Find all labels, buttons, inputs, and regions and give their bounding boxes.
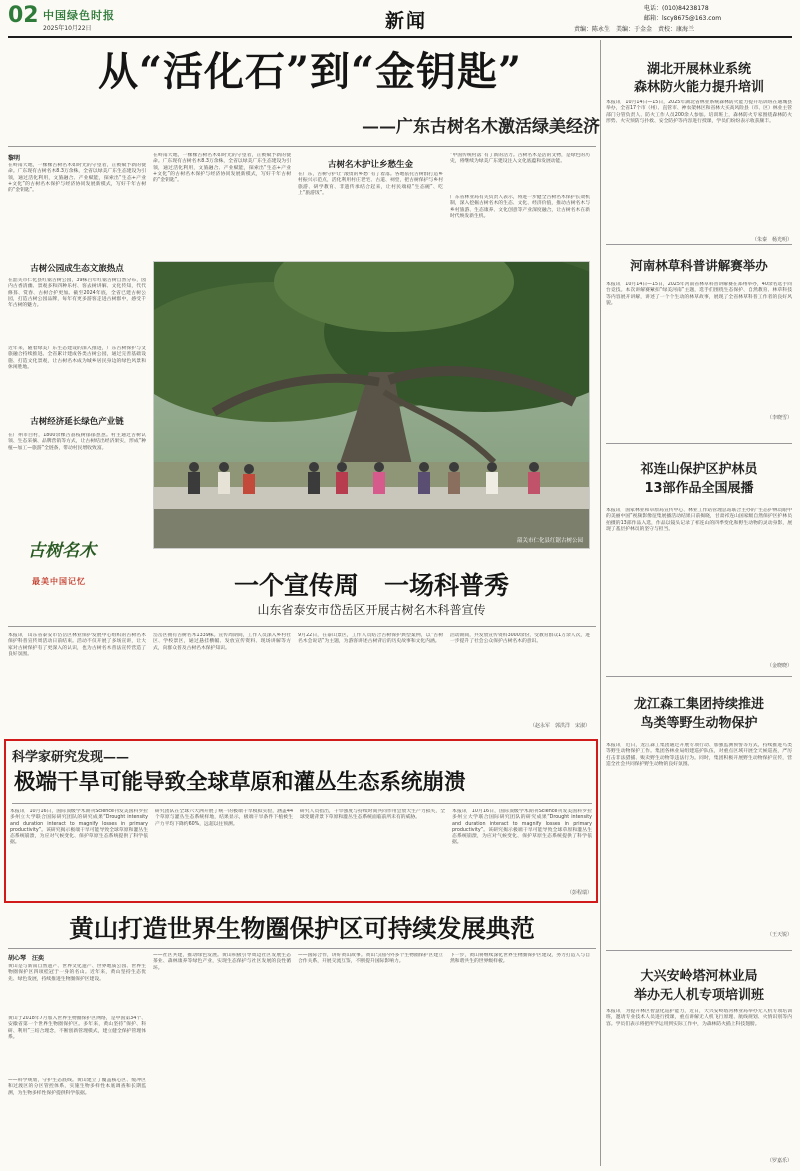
- campaign-paragraph: 9月22日，在泰山景区，工作人员结合古树保护典型案例，以“古树名木会说话”为主题，为游客讲述古树背后的历史故事和文化内涵。: [298, 633, 443, 645]
- campaign-paragraph: 岱岳区拥有古树名木1339株。宣传周期间，工作人员深入乡村社区、学校景区，通过悬挂横幅、发放宣传资料、现场讲解等方式，向群众普及古树名木保护知识。: [153, 633, 291, 651]
- editor-credits: 责编：陈永生 美编：于金金 责校：康海兰: [574, 26, 695, 33]
- lead-paragraph: 在韶关市仁化县红锯古树公园，39株百年红锯古树自然分布，园内古香清幽、景观多和四种乐村、客去树讲解、文化传知，代代修葺、赏春、古树合护更加。截至2024年底，全省已建古树公园，打造古树公园品牌，每年有更多游客走进古树群中，感受千年古树的魅力。: [8, 278, 146, 309]
- sidebar-headline-line: 森林防火能力提升培训: [633, 80, 764, 95]
- sidebar-body: 本报讯 近日，龙江森工集团通过开展专项行动、加强监测预警等方式，持续推进鸟类等野生动物保护工作。集团各林业局组建巡护队伍，对重点区域开展全天候巡查，严厉打击非法猎捕、贩卖野生动物等违法行为。同时，集团积极开展野生动物保护宣传，营造全社会共同保护野生动物的良好氛围。: [606, 743, 792, 767]
- science-headline: 极端干旱可能导致全球草原和灌丛生态系统崩溃: [14, 770, 466, 795]
- sidebar-divider: [606, 244, 792, 245]
- lead-paragraph: 在广东，古树守护让“滚烫的乡愁”有了着落。各地依托古树群打造乡村振兴示范点，活化利用村庄老宅、古道、祠堂，把古树保护与乡村旅游、研学教育、非遗传承结合起来，让村民端稳“生态碗”、吃上“旅游饭”。: [298, 172, 443, 196]
- sidebar-byline: （李晓雪）: [766, 415, 792, 421]
- sidebar-divider: [606, 950, 792, 951]
- sidebar-headline-line: 湖北开展林业系统: [646, 62, 751, 77]
- campaign-byline: （赵永军 郭洪洋 宋淑）: [529, 723, 590, 729]
- lead-paragraph: 在广州市白村，1800余棵古荔枝树郁郁葱葱。村主通过古树认领、生态采摘、品牌营销等方式，让古树结出经济果实，形成“种植—加工—旅游”全链条，带动村民增收致富。: [8, 433, 146, 451]
- sidebar-byline: （朱秦 杨光明）: [751, 237, 792, 243]
- page-number: 02: [8, 3, 39, 28]
- sidebar-headline-line: 举办无人机专项培训班: [633, 988, 764, 1003]
- campaign-subhead: 山东省泰安市岱岳区开展古树名木科普宣传: [257, 603, 486, 617]
- sidebar-story: [606, 446, 792, 676]
- sidebar-story: [606, 248, 792, 443]
- huangshan-byline: 胡心琴 汪奕: [8, 955, 45, 962]
- huangshan-headline: 黄山打造世界生物圈保护区可持续发展典范: [69, 914, 535, 943]
- lead-headline: 从“活化石”到“金钥匙”: [97, 48, 523, 95]
- sidebar-body: 本报讯 为提升林区智慧化巡护能力，近日，大兴安岭塔河林业局举办无人机专项培训班，邀请专业技术人员进行授课，重点讲解无人机飞行原理、航线规划、火情识别等内容。学员们表示将把所学运用到实际工作中，为森林防火插上科技翅膀。: [606, 1009, 792, 1027]
- campaign-paragraph: 活动期间，共发放宣传资料3000余份，受教育群众1万余人次，进一步提升了社会公众保护古树名木的意识。: [450, 633, 590, 645]
- campaign-divider: [8, 626, 596, 627]
- campaign-paragraph: 本报讯 山东省泰安市岱岳区林业保护发展中心组织的古树名木保护科普宣传周活动日前结束。活动不仅开展了多场宣讲，让大家对古树保护有了更深入的认识，也为古树名木普法宣传营造了良好氛围。: [8, 633, 146, 657]
- science-paragraph: 本报讯 10月16日，国际顶级学术期刊Science刊发美国科罗拉多州立大学联合国际研究团队的研究成果“Drought intensity and duration interact to magnify losses in primary productivity”。该研究揭示极端干旱可能导致全球草原和灌丛生态系统崩溃，为应对气候变化、保护草原生态系统提供了科学依据。: [10, 809, 148, 846]
- lead-paragraph: 在岭南大地，一棵棵古树名木如时光的守望者，正被赋予新的使命。广东现有古树名木8.3万余株，全省以绿美广东生态建设为引领，通过活化利用，文旅融合、产业赋能，探索出“生态+产业+文化”的古树名木保护与经济协同发展新模式，写好千年古树的“金钥匙”。: [153, 153, 291, 184]
- section-title: 新闻: [385, 10, 428, 32]
- science-paragraph: 本报讯 10月16日，国际顶级学术期刊Science刊发美国科罗拉多州立大学联合国际研究团队的研究成果“Drought intensity and duration interact to magnify losses in primary productivity”。该研究揭示极端干旱可能导致全球草原和灌丛生态系统崩溃，为应对气候变化、保护草原生态系统提供了科学依据。: [452, 809, 592, 846]
- science-kicker: 科学家研究发现——: [12, 750, 130, 765]
- sidebar-story: [606, 953, 792, 1168]
- huangshan-paragraph: ——社区共建，推动绿色发展。黄山积极引导周边社区发展生态茶业、森林康养等绿色产业，实现生态保护与社区发展的良性循环。: [153, 953, 291, 971]
- huangshan-paragraph: ——国际合作，讲好黄山故事。黄山与国内外多个生物圈保护区建立合作关系，开展交流互鉴，不断提升国际影响力。: [298, 953, 443, 965]
- sidebar-headline-line: 祁连山保护区护林员: [640, 462, 758, 477]
- calligraphy-text: 古树名木: [28, 541, 96, 561]
- lead-subheading: 古树公园成生态文旅热点: [30, 264, 124, 274]
- masthead: [8, 0, 792, 38]
- huangshan-paragraph: 下一步，黄山将继续深化世界生物圈保护区建设，努力打造人与自然和谐共生的世界级样板。: [450, 953, 590, 965]
- sidebar-story: [606, 44, 792, 274]
- huangshan-paragraph: 黄山是与新南自然遗产、世界文化遗产、世界地质公园、世界生物圈保护区四项桂冠于一身的名山。近年来，黄山坚持生态优先、绿色发展，持续推进生物圈保护区建设。: [8, 964, 146, 982]
- science-byline: （彭程瑞）: [566, 890, 592, 896]
- sidebar-body: 本报讯 国家林业和草原局宣传中心、林业工作站管理总站联合主办的“生态护林员眼中的美丽中国”视频影像征集展播活动结果日前揭晓，甘肃祁连山国家级自然保护区护林员拍摄的13部作品入选，作品以镜头记录了祁连山的四季变化和野生动物的灵动身影，展现了基层护林员的坚守与担当。: [606, 508, 792, 532]
- lead-divider: [8, 146, 596, 147]
- lead-byline: 黎明: [8, 155, 21, 162]
- sidebar-byline: （罗嘉乐）: [766, 1158, 792, 1164]
- photo-credit: 韶关市仁化县红锯古树公园: [516, 538, 583, 544]
- sidebar-headline-line: 龙江森工集团持续推进: [633, 697, 764, 712]
- column-rule: [600, 40, 601, 1166]
- huangshan-divider: [8, 948, 596, 949]
- sidebar-story: [606, 679, 792, 949]
- sidebar-byline: （金晓晓）: [766, 663, 792, 669]
- campaign-headline: 一个宣传周 一场科普秀: [233, 571, 509, 600]
- sidebar-body: 本报讯 10月14日—15日，2025年河南省林草科普讲解赛在郑州举办，40余名选手同台竞技。本次讲解赛紧扣“绿美河南”主题，选手们围绕生态保护、自然教育、林草科技等内容展开讲解，讲述了一个个生动的林草故事，展现了全省林草科普工作者的良好风貌。: [606, 282, 792, 306]
- lead-paragraph: 近年来，随着绿美广东生态建设的深入推进，广东古树保护与文旅融合持续推进。全省累计建成各类古树公园，通过完善基础设施、打造文化景观，让古树名木成为城乡居民身边的绿色风景和休闲胜地。: [8, 346, 146, 370]
- sidebar-headline-line: 大兴安岭塔河林业局: [640, 969, 758, 984]
- calligraphy-tagline: 最美中国记忆: [32, 577, 86, 586]
- issue-date: 2025年10月22日: [43, 25, 92, 32]
- paper-name: 中国绿色时报: [43, 9, 115, 22]
- huangshan-paragraph: ——科学规划，守护生态底线。黄山建立了覆盖核心区、缓冲区和过渡区的分区管控体系，实施生物多样性本底调查和长期监测，为生物多样性保护提供科学依据。: [8, 1078, 146, 1096]
- lead-subheading: 古树名木护让乡愁生金: [327, 160, 413, 170]
- science-box: [4, 739, 598, 903]
- lead-paragraph: “中国传统村落”有了新的活力。古树名木是活的文物，是绿色的历史，将继续为绿美广东建设注入文化底蕴和发展动能。: [450, 153, 590, 165]
- sidebar-byline: （王天锐）: [766, 932, 792, 938]
- lead-subheading: 古树经济延长绿色产业链: [30, 417, 124, 427]
- huangshan-paragraph: 黄山于2018年7月加入世界生物圈保护区网络，是中国第34个、安徽省第一个世界生物圈保护区。多年来，黄山坚持“保护、科研、利用”三结合理念，不断创新管理模式，建立健全保护管理体系。: [8, 1016, 146, 1040]
- sidebar-divider: [606, 443, 792, 444]
- banyan-tree-image: [154, 262, 590, 549]
- lead-paragraph: 广东省林业局有关负责人表示，将进一步健全古树名木保护长效机制，深入挖掘古树名木的生态、文化、经济价值，推动古树名木与乡村旅游、生态康养、文化创意等产业深度融合，让古树名木在新时代焕发新生机。: [450, 195, 590, 219]
- sidebar-headline-line: 河南林草科普讲解赛举办: [630, 258, 768, 273]
- lead-subhead: ——广东古树名木激活绿美经济: [362, 117, 600, 137]
- contact-email: 邮箱：lscy8675@163.com: [644, 15, 722, 22]
- sidebar-divider: [606, 676, 792, 677]
- contact-phone: 电话：(010)84238178: [644, 5, 709, 12]
- sidebar-headline-line: 鸟类等野生动物保护: [640, 716, 758, 731]
- masthead-rule: [8, 36, 792, 38]
- lead-paragraph: 在岭南大地，一棵棵古树名木如时光的守望者，正被赋予新的使命。广东现有古树名木8.3万余株，全省以绿美广东生态建设为引领，通过活化利用，文旅融合、产业赋能，探索出“生态+产业+文化”的古树名木保护与经济协同发展新模式，写好千年古树的“金钥匙”。: [8, 163, 146, 194]
- sidebar-headline-line: 13部作品全国展播: [644, 481, 754, 496]
- science-divider: [12, 803, 592, 804]
- science-paragraph: 研究团队在全球六大洲开展了统一的极端干旱模拟实验，涵盖44个草原与灌丛生态系统样地，结果显示，极端干旱条件下植被生产力平均下降约60%，远超以往预测。: [155, 809, 293, 827]
- science-paragraph: 研究人员指出，干旱强度与持续时间共同作用会放大生产力损失，全球变暖背景下草原和灌丛生态系统面临前所未有的威胁。: [300, 809, 445, 821]
- calligraphy-logo: [8, 534, 146, 594]
- banyan-photo: [153, 261, 590, 549]
- sidebar-body: 本报讯 10月14日—15日，2025年湖北省林业系统森林防火能力提升培训班在通城县举办，全省17个市（州）、直管市、神农架林区和省林大买高风险县（市、区）林业主管部门分管负责人、防火工作人员200余人参加。培训班上，森林防火专家围绕森林防火形势、火灾预防与扑救、安全防护等内容进行授课，学员们纷纷表示收获颇丰。: [606, 100, 792, 124]
